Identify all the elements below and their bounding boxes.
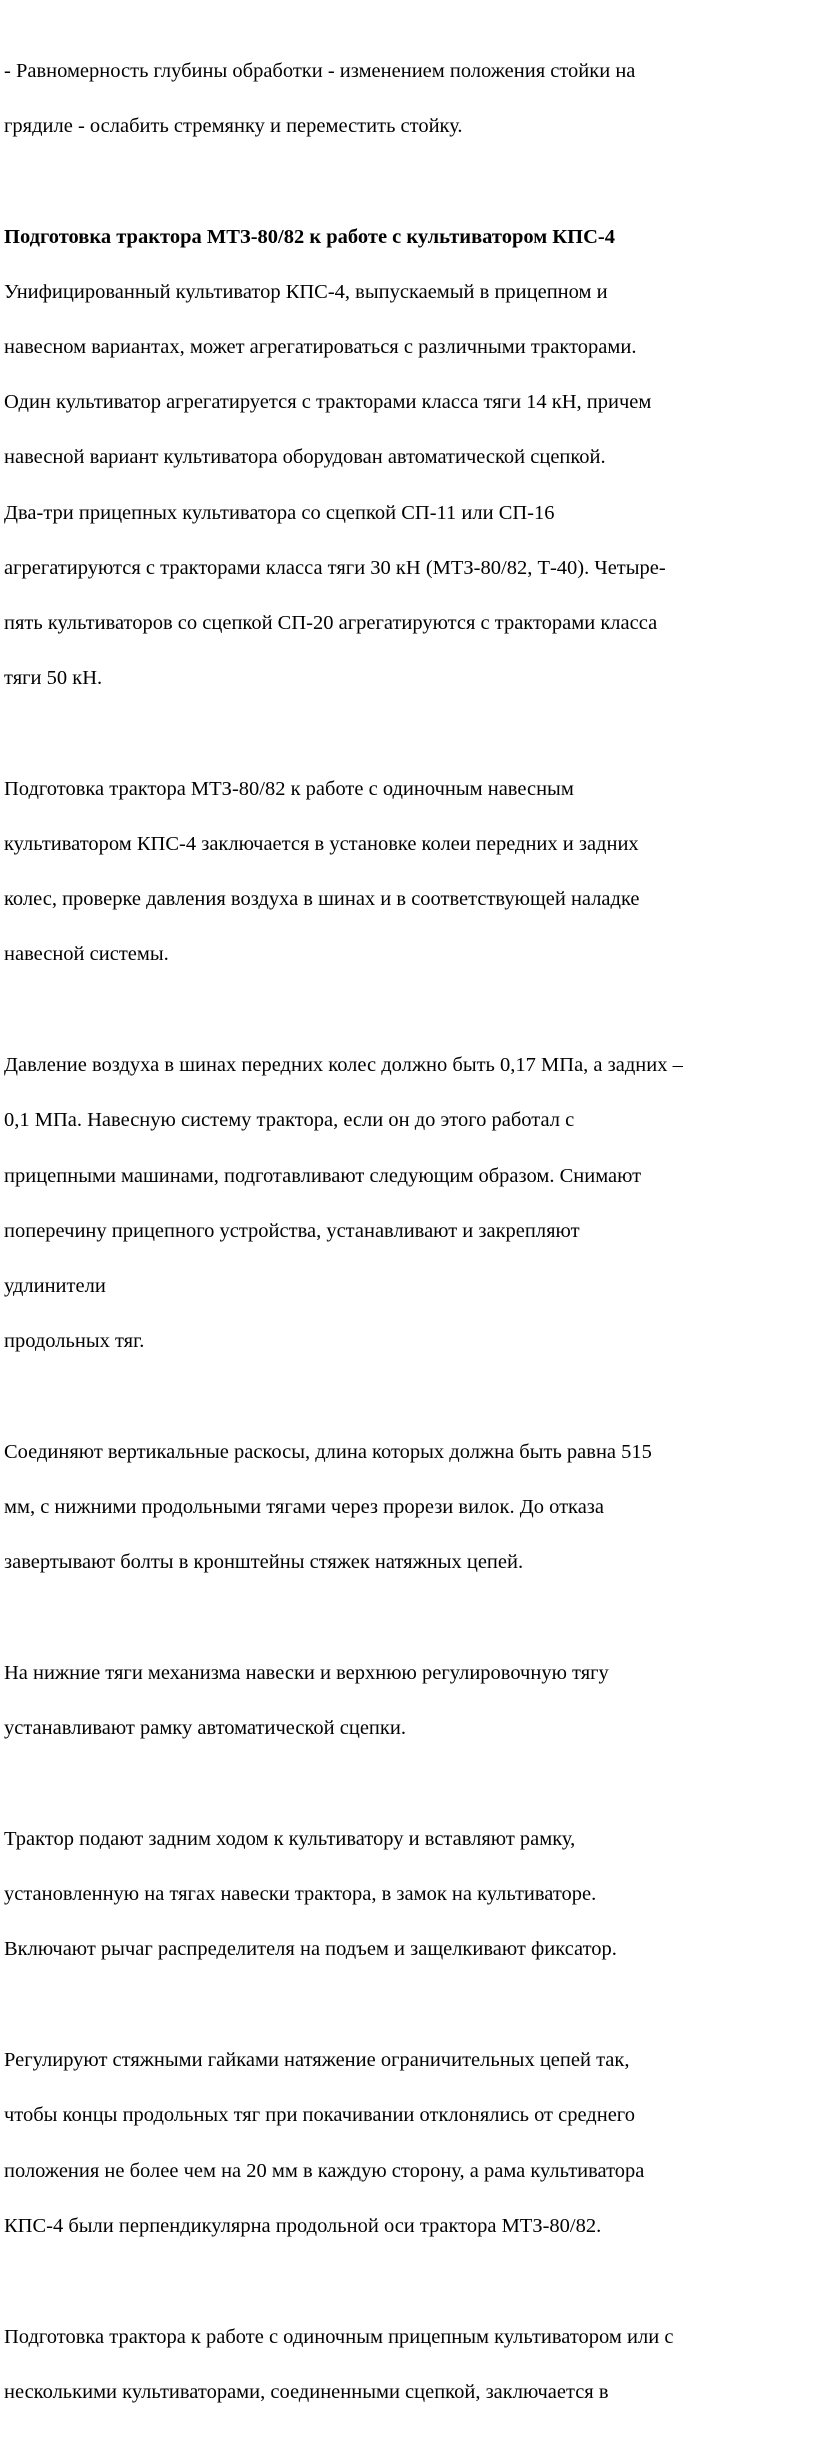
paragraph-reverse-hitching xyxy=(4,1798,816,1991)
document-page xyxy=(4,30,816,2460)
text-line: прицепными машинами, подготавливают следующим образом. Снимают xyxy=(4,1164,642,1187)
text-line: На нижние тяги механизма навески и верхнюю регулировочную тягу xyxy=(4,1662,609,1685)
text-line: удлинители xyxy=(4,1274,106,1297)
text-line: навесном вариантах, может агрегатироваться с различными тракторами. xyxy=(4,335,637,358)
text-line: устанавливают рамку автоматической сцепки. xyxy=(4,1717,406,1740)
paragraph-mounted-cultivator xyxy=(4,748,816,996)
text-line: Подготовка трактора МТЗ-80/82 к работе с одиночным навесным xyxy=(4,777,574,800)
text-line: завертывают болты в кронштейны стяжек натяжных цепей. xyxy=(4,1551,524,1574)
text-line: несколькими культиваторами, соединенными сцепкой, заключается в xyxy=(4,2380,609,2403)
text-line: колес, проверке давления воздуха в шинах и в соответствующей наладке xyxy=(4,888,640,911)
text-line: 0,1 МПа. Навесную систему трактора, если он до этого работал с xyxy=(4,1109,575,1132)
paragraph-hitch-frame xyxy=(4,1632,816,1770)
text-line: пять культиваторов со сцепкой СП-20 агрегатируются с тракторами класса xyxy=(4,611,658,634)
text-line: навесной системы. xyxy=(4,943,169,966)
text-line: Подготовка трактора к работе с одиночным прицепным культиватором или с xyxy=(4,2325,674,2348)
text-line: положения не более чем на 20 мм в каждую сторону, а рама культиватора xyxy=(4,2159,645,2182)
text-line: Включают рычаг распределителя на подъем и защелкивают фиксатор. xyxy=(4,1938,617,1961)
text-line: КПС-4 были перпендикулярна продольной оси трактора МТЗ-80/82. xyxy=(4,2214,602,2237)
text-line: - Равномерность глубины обработки - изменением положения стойки на xyxy=(4,59,636,82)
text-line: продольных тяг. xyxy=(4,1330,145,1353)
paragraph-chain-tension xyxy=(4,2020,816,2268)
text-line: тяги 50 кН. xyxy=(4,667,103,690)
paragraph-trailed-cultivator xyxy=(4,2296,816,2434)
text-line: Регулируют стяжными гайками натяжение ограничительных цепей так, xyxy=(4,2049,630,2072)
text-line: культиватором КПС-4 заключается в установке колеи передних и задних xyxy=(4,833,639,856)
paragraph-depth-uniformity xyxy=(4,30,816,168)
text-line: Унифицированный культиватор КПС-4, выпускаемый в прицепном и xyxy=(4,280,608,303)
section-heading: Подготовка трактора МТЗ-80/82 к работе с культиватором КПС-4 xyxy=(4,225,615,248)
text-line: Давление воздуха в шинах передних колес должно быть 0,17 МПа, а задних – xyxy=(4,1054,683,1077)
text-line: агрегатируются с тракторами класса тяги 30 кН (МТЗ-80/82, Т-40). Четыре- xyxy=(4,556,666,579)
text-line: Один культиватор агрегатируется с тракторами класса тяги 14 кН, причем xyxy=(4,391,652,414)
text-line: навесной вариант культиватора оборудован автоматической сцепкой. xyxy=(4,446,606,469)
text-line: Соединяют вертикальные раскосы, длина которых должна быть равна 515 xyxy=(4,1440,652,1463)
text-line: Два-три прицепных культиватора со сцепкой СП-11 или СП-16 xyxy=(4,501,555,524)
text-line: Трактор подают задним ходом к культиватору и вставляют рамку, xyxy=(4,1828,576,1851)
paragraph-tractor-preparation xyxy=(4,196,816,720)
text-line: чтобы концы продольных тяг при покачивании отклонялись от среднего xyxy=(4,2104,635,2127)
text-line: мм, с нижними продольными тягами через прорези вилок. До отказа xyxy=(4,1496,604,1519)
text-line: установленную на тягах навески трактора, в замок на культиваторе. xyxy=(4,1883,597,1906)
paragraph-vertical-braces xyxy=(4,1411,816,1604)
paragraph-tire-pressure xyxy=(4,1025,816,1384)
text-line: поперечину прицепного устройства, устанавливают и закрепляют xyxy=(4,1219,580,1242)
text-line: грядиле - ослабить стремянку и переместить стойку. xyxy=(4,114,463,137)
